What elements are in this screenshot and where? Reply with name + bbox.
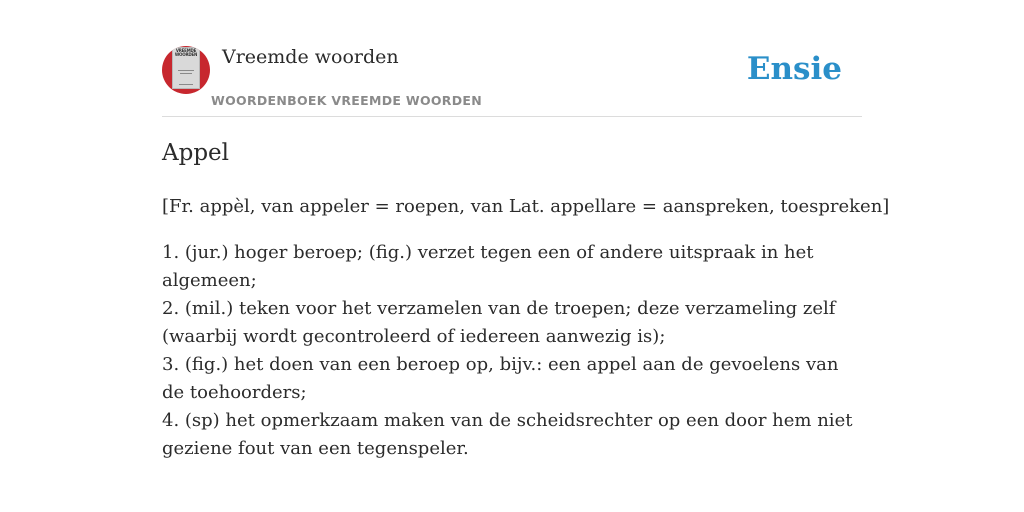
source-subtitle: WOORDENBOEK VREEMDE WOORDEN <box>211 93 482 108</box>
book-cover-line <box>180 73 192 74</box>
definition-item: 2. (mil.) teken voor het verzamelen van de troepen; deze verzameling zelf (waarbij wordt gecontroleerd of iedereen aanwezig is); <box>162 298 836 347</box>
entry-etymology: [Fr. appèl, van appeler = roepen, van Lat. appellare = aanspreken, toespreken] <box>162 196 890 217</box>
definition-item: 3. (fig.) het doen van een beroep op, bijv.: een appel aan de gevoelens van de toehoorders; <box>162 354 839 403</box>
book-cover-line <box>178 70 194 71</box>
source-header <box>162 0 862 117</box>
ensie-logo[interactable]: Ensie <box>746 51 842 87</box>
entry-card <box>162 0 890 512</box>
definition-item: 4. (sp) het opmerkzaam maken van de scheidsrechter op een door hem niet geziene fout van een tegenspeler. <box>162 410 853 459</box>
entry-title: Appel <box>162 140 230 166</box>
book-cover-title: VREEMDE WOORDEN <box>174 48 198 57</box>
source-avatar[interactable] <box>162 46 210 94</box>
source-title-link[interactable]: Vreemde woorden <box>222 46 399 68</box>
book-cover-image <box>173 48 199 88</box>
entry-definitions <box>162 239 862 463</box>
book-cover-line <box>179 84 193 85</box>
definition-item: 1. (jur.) hoger beroep; (fig.) verzet tegen een of andere uitspraak in het algemeen; <box>162 242 814 291</box>
